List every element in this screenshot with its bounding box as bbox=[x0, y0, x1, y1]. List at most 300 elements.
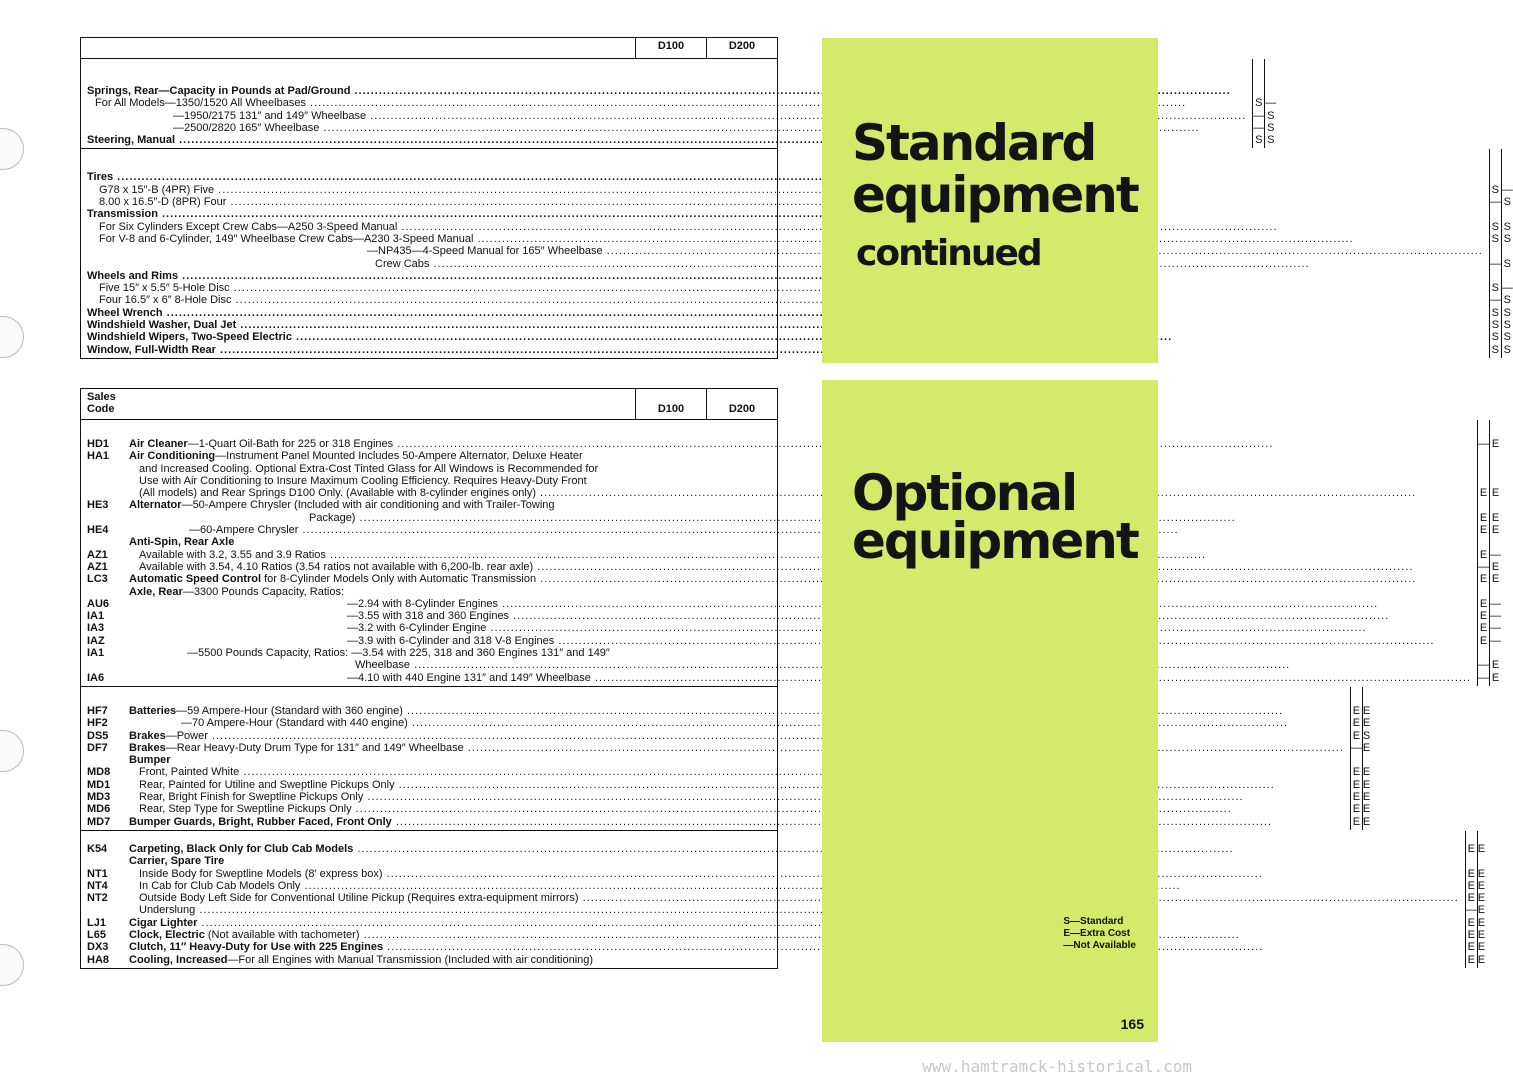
table-row bbox=[87, 258, 1483, 270]
d100-value bbox=[1478, 450, 1489, 462]
d200-value: S bbox=[1503, 343, 1511, 356]
d200-value: E bbox=[1477, 916, 1486, 929]
item-description: —3.55 with 318 and 360 Engines ..... bbox=[129, 610, 1471, 622]
d200-values bbox=[1362, 687, 1370, 830]
table-row bbox=[87, 536, 1471, 548]
d200-value: E bbox=[1491, 438, 1500, 450]
d100-value bbox=[1490, 171, 1501, 183]
d100-value: E bbox=[1467, 892, 1475, 905]
d100-value: S bbox=[1491, 183, 1499, 196]
legend bbox=[1063, 916, 1136, 952]
d200-value: E bbox=[1477, 941, 1486, 954]
d200-value: E bbox=[1362, 778, 1371, 791]
d100-value: E bbox=[1467, 928, 1475, 941]
d200-value: E bbox=[1477, 928, 1486, 941]
d100-value: E bbox=[1479, 511, 1488, 524]
d100-value bbox=[1253, 85, 1264, 97]
legend-standard: S—Standard bbox=[1063, 916, 1124, 927]
item-description: Transmission ..... bbox=[87, 208, 1483, 220]
sales-code: DX3 bbox=[87, 941, 109, 954]
table-row bbox=[87, 487, 1471, 499]
sales-code bbox=[87, 536, 129, 548]
table-row bbox=[87, 171, 1483, 183]
d200-value: S bbox=[1503, 306, 1511, 319]
table-header bbox=[81, 389, 777, 420]
d100-value bbox=[1478, 586, 1489, 598]
d200-value: S bbox=[1503, 257, 1511, 270]
table-row bbox=[87, 270, 1483, 282]
d100-value bbox=[1478, 475, 1489, 487]
d200-value: S bbox=[1267, 109, 1275, 122]
d100-value: — bbox=[1465, 904, 1477, 917]
d200-value bbox=[1502, 208, 1513, 220]
d100-value: — bbox=[1478, 560, 1490, 573]
d200-value: E bbox=[1362, 717, 1371, 730]
item-description: —NP435—4-Speed Manual for 165″ Wheelbase ..... bbox=[87, 245, 1483, 257]
d100-values bbox=[1489, 149, 1501, 357]
d100-value: — bbox=[1350, 741, 1362, 754]
d100-value: E bbox=[1352, 704, 1361, 717]
legend-extra-cost: E—Extra Cost bbox=[1063, 928, 1131, 939]
sales-code bbox=[87, 754, 129, 766]
item-description: Rear, Painted for Utiline and Sweptline Pickups Only ..... bbox=[129, 779, 1344, 791]
sales-code: HE3 bbox=[87, 499, 109, 512]
sales-code: IA6 bbox=[87, 671, 105, 684]
table-row bbox=[87, 196, 1483, 208]
table-row bbox=[87, 917, 1459, 929]
table-row bbox=[87, 855, 1459, 867]
d100-values bbox=[1465, 831, 1477, 968]
d200-value: — bbox=[1490, 548, 1502, 561]
d100-value: E bbox=[1467, 916, 1475, 929]
d100-value: E bbox=[1479, 597, 1488, 610]
item-description: Air Cleaner—1-Quart Oil-Bath for 225 or 318 Engines ..... bbox=[129, 438, 1471, 450]
section-descriptions bbox=[81, 420, 1477, 686]
item-description: Axle, Rear—3300 Pounds Capacity, Ratios: bbox=[129, 585, 345, 598]
d200-value bbox=[1490, 475, 1501, 487]
item-description: Air Conditioning—Instrument Panel Mounted Includes 50-Ampere Alternator, Deluxe Heater bbox=[129, 450, 583, 463]
table-row bbox=[87, 245, 1483, 257]
sales-code: L65 bbox=[87, 928, 106, 941]
item-description: Windshield Wipers, Two-Speed Electric ..... bbox=[87, 331, 1483, 343]
table-row bbox=[87, 307, 1483, 319]
sales-code: LC3 bbox=[87, 573, 108, 586]
item-description: Clock, Electric (Not available with tachometer) ..... bbox=[129, 929, 1459, 941]
table-row bbox=[87, 672, 1471, 684]
d100-value: E bbox=[1352, 729, 1361, 742]
item-description: —60-Ampere Chrysler ..... bbox=[129, 524, 1471, 536]
d200-value bbox=[1490, 463, 1501, 475]
sales-code bbox=[87, 855, 129, 867]
sales-code: IA3 bbox=[87, 622, 105, 635]
col-d100: D100 bbox=[635, 389, 706, 419]
d200-value: E bbox=[1491, 573, 1500, 586]
table-row bbox=[87, 647, 1471, 659]
d100-value: S bbox=[1491, 319, 1499, 332]
panel-title-line1: Optional bbox=[852, 464, 1077, 522]
sales-code: NT1 bbox=[87, 867, 108, 880]
sales-code: IA1 bbox=[87, 610, 105, 623]
d200-value bbox=[1490, 536, 1501, 548]
item-description: Windshield Washer, Dual Jet ..... bbox=[87, 319, 1483, 331]
sales-code bbox=[87, 512, 129, 524]
table-row bbox=[87, 184, 1483, 196]
d100-values bbox=[1477, 420, 1489, 686]
item-description: —2.94 with 8-Cylinder Engines ..... bbox=[129, 598, 1471, 610]
table-row bbox=[87, 221, 1483, 233]
sales-code bbox=[87, 904, 129, 916]
sales-code: MD3 bbox=[87, 791, 111, 804]
d200-value: S bbox=[1362, 729, 1371, 742]
d200-value: E bbox=[1362, 803, 1371, 816]
table-row bbox=[87, 233, 1483, 245]
col-d200: D200 bbox=[706, 389, 777, 419]
sales-code bbox=[87, 463, 129, 475]
d200-value: S bbox=[1503, 331, 1511, 344]
sales-code bbox=[87, 659, 129, 671]
section-descriptions bbox=[81, 687, 1350, 830]
item-description: Crew Cabs ..... bbox=[87, 258, 1483, 270]
d200-value: S bbox=[1503, 196, 1511, 209]
item-description: —1950/2175 131″ and 149″ Wheelbase ..... bbox=[87, 110, 1246, 122]
item-description: Cooling, Increased—For all Engines with Manual Transmission (Included with air conditioning) bbox=[129, 953, 594, 966]
item-description: Batteries—59 Ampere-Hour (Standard with 360 engine) ..... bbox=[129, 705, 1344, 717]
d100-value: — bbox=[1478, 671, 1490, 684]
d100-value: — bbox=[1253, 109, 1265, 122]
item-description: Available with 3.54, 4.10 Ratios (3.54 ratios not available with 6,200-lb. rear axle) ..... bbox=[129, 561, 1471, 573]
d200-value bbox=[1490, 499, 1501, 511]
d100-value: — bbox=[1489, 257, 1501, 270]
d200-value: E bbox=[1491, 524, 1500, 537]
item-description: Carpeting, Black Only for Club Cab Models ..... bbox=[129, 843, 1459, 855]
item-description: Outside Body Left Side for Conventional Utiline Pickup (Requires extra-equipment mirrors) ..... bbox=[129, 892, 1459, 904]
table-row bbox=[87, 294, 1483, 306]
sales-code: AZ1 bbox=[87, 548, 108, 561]
d200-value: E bbox=[1362, 741, 1371, 754]
item-description: Window, Full-Width Rear ..... bbox=[87, 344, 1483, 356]
d200-value: — bbox=[1265, 97, 1277, 110]
sales-code-header: Sales Code bbox=[87, 391, 116, 415]
d200-value: E bbox=[1362, 766, 1371, 779]
header-blank bbox=[81, 38, 635, 58]
sales-code: K54 bbox=[87, 842, 108, 855]
d200-value: E bbox=[1362, 791, 1371, 804]
d200-value: E bbox=[1491, 671, 1500, 684]
sales-code: AU6 bbox=[87, 597, 110, 610]
d100-value: E bbox=[1352, 803, 1361, 816]
d200-value: — bbox=[1490, 622, 1502, 635]
item-description: —5500 Pounds Capacity, Ratios: —3.54 with 225, 318 and 360 Engines 131″ and 149″ bbox=[187, 647, 610, 660]
sales-code: MD6 bbox=[87, 803, 111, 816]
sales-code: NT2 bbox=[87, 892, 108, 905]
item-description: Automatic Speed Control for 8-Cylinder Models Only with Automatic Transmission ..... bbox=[129, 573, 1471, 585]
table-row bbox=[87, 450, 1471, 462]
sales-code: HA8 bbox=[87, 953, 110, 966]
item-description: In Cab for Club Cab Models Only ..... bbox=[129, 880, 1459, 892]
item-description: Five 15″ x 5.5″ 5-Hole Disc ..... bbox=[87, 282, 1483, 294]
sales-code: HD1 bbox=[87, 438, 110, 450]
d100-value: E bbox=[1467, 867, 1475, 880]
item-description: Available with 3.2, 3.55 and 3.9 Ratios ..... bbox=[129, 549, 1471, 561]
d200-value bbox=[1490, 586, 1501, 598]
d100-value: E bbox=[1352, 717, 1361, 730]
d100-value: — bbox=[1489, 294, 1501, 307]
d200-values bbox=[1501, 149, 1513, 357]
item-description: Wheel Wrench ..... bbox=[87, 307, 1483, 319]
d200-value: S bbox=[1503, 319, 1511, 332]
item-description: Tires ..... bbox=[87, 171, 1483, 183]
d100-value: — bbox=[1253, 121, 1265, 134]
d100-value: E bbox=[1479, 573, 1488, 586]
table-row bbox=[87, 610, 1471, 622]
col-d200: D200 bbox=[706, 38, 777, 58]
d100-value: E bbox=[1467, 941, 1475, 954]
sales-code: HE4 bbox=[87, 524, 109, 537]
d100-value: E bbox=[1479, 634, 1488, 647]
sales-code: MD1 bbox=[87, 778, 111, 791]
d100-value bbox=[1490, 208, 1501, 220]
table-row bbox=[87, 635, 1471, 647]
panel-title-line2: equipment bbox=[852, 512, 1138, 570]
table-row bbox=[87, 892, 1459, 904]
table-row bbox=[87, 843, 1459, 855]
col-d100: D100 bbox=[635, 38, 706, 58]
d100-value: S bbox=[1491, 282, 1499, 295]
table-row bbox=[87, 941, 1459, 953]
legend-not-available: —Not Available bbox=[1063, 940, 1136, 951]
d100-value: S bbox=[1491, 331, 1499, 344]
d100-value bbox=[1478, 647, 1489, 659]
item-description: Brakes—Power ..... bbox=[129, 730, 1344, 742]
table-row bbox=[87, 586, 1471, 598]
d200-value: E bbox=[1477, 879, 1486, 892]
d200-values bbox=[1264, 59, 1276, 148]
d200-value bbox=[1502, 245, 1513, 257]
d200-value: E bbox=[1491, 560, 1500, 573]
item-description: For All Models—1350/1520 All Wheelbases ..... bbox=[87, 97, 1246, 109]
sales-code: HF7 bbox=[87, 704, 108, 717]
d100-value: E bbox=[1352, 815, 1361, 828]
sales-code: IAZ bbox=[87, 634, 105, 647]
d100-value: E bbox=[1352, 791, 1361, 804]
table-row bbox=[87, 868, 1459, 880]
item-description: Rear, Bright Finish for Sweptline Pickups Only ..... bbox=[129, 791, 1344, 803]
item-description: Four 16.5″ x 6″ 8-Hole Disc ..... bbox=[87, 294, 1483, 306]
d100-value: S bbox=[1491, 232, 1499, 245]
item-description: Wheelbase ..... bbox=[129, 659, 1471, 671]
d200-value: E bbox=[1491, 659, 1500, 672]
table-row bbox=[87, 463, 1471, 475]
d200-values bbox=[1489, 420, 1501, 686]
section-descriptions bbox=[81, 831, 1465, 968]
table-row bbox=[87, 512, 1471, 524]
table-row bbox=[87, 524, 1471, 536]
item-description: Front, Painted White ..... bbox=[129, 766, 1344, 778]
d100-value: E bbox=[1479, 622, 1488, 635]
d200-value bbox=[1502, 171, 1513, 183]
d100-values bbox=[1252, 59, 1264, 148]
d200-value: E bbox=[1362, 704, 1371, 717]
item-description: —3.9 with 6-Cylinder and 318 V-8 Engines ..... bbox=[129, 635, 1471, 647]
sales-code: HF2 bbox=[87, 717, 108, 730]
d100-value: E bbox=[1352, 778, 1361, 791]
d100-value: E bbox=[1467, 953, 1475, 966]
item-description: and Increased Cooling. Optional Extra-Cost Tinted Glass for All Windows is Recommended for bbox=[139, 462, 599, 475]
d100-value: S bbox=[1255, 134, 1263, 147]
d200-value bbox=[1490, 647, 1501, 659]
item-description: For V-8 and 6-Cylinder, 149″ Wheelbase Crew Cabs—A230 3-Speed Manual ..... bbox=[87, 233, 1483, 245]
item-description: —4.10 with 440 Engine 131″ and 149″ Wheelbase ..... bbox=[129, 672, 1471, 684]
table-row bbox=[87, 622, 1471, 634]
table-row bbox=[87, 954, 1459, 966]
table-row bbox=[87, 319, 1483, 331]
item-description: Bumper bbox=[129, 754, 171, 767]
d100-value bbox=[1490, 245, 1501, 257]
table-row bbox=[87, 659, 1471, 671]
table-row bbox=[87, 929, 1459, 941]
sales-code: HA1 bbox=[87, 450, 110, 463]
item-description: —3.2 with 6-Cylinder Engine ..... bbox=[129, 622, 1471, 634]
d200-value: E bbox=[1477, 867, 1486, 880]
item-description: Use with Air Conditioning to Insure Maximum Cooling Efficiency. Requires Heavy-Duty Front bbox=[139, 474, 587, 487]
d200-value: — bbox=[1490, 634, 1502, 647]
d100-value bbox=[1351, 754, 1362, 766]
table-row bbox=[87, 282, 1483, 294]
d200-value bbox=[1265, 85, 1276, 97]
sales-code: MD8 bbox=[87, 766, 111, 779]
d200-value: — bbox=[1490, 610, 1502, 623]
sales-code bbox=[87, 475, 129, 487]
sales-code: LJ1 bbox=[87, 916, 106, 929]
table-row bbox=[87, 904, 1459, 916]
d200-value: — bbox=[1490, 597, 1502, 610]
item-description: —70 Ampere-Hour (Standard with 440 engine) ..... bbox=[129, 717, 1344, 729]
item-description: Clutch, 11″ Heavy-Duty for Use with 225 Engines ..... bbox=[129, 941, 1459, 953]
d100-value: S bbox=[1491, 306, 1499, 319]
d100-value: — bbox=[1478, 438, 1490, 450]
table-row bbox=[87, 475, 1471, 487]
item-description: Springs, Rear—Capacity in Pounds at Pad/Ground ..... bbox=[87, 85, 1246, 97]
d100-value: — bbox=[1489, 196, 1501, 209]
table-row bbox=[87, 880, 1459, 892]
d200-value: S bbox=[1503, 220, 1511, 233]
table-row bbox=[87, 208, 1483, 220]
section-descriptions bbox=[81, 149, 1489, 357]
d100-value: S bbox=[1491, 220, 1499, 233]
d100-value: — bbox=[1478, 659, 1490, 672]
page-number: 165 bbox=[1120, 1016, 1144, 1032]
item-description: Inside Body for Sweptline Models (8′ express box) ..... bbox=[129, 868, 1459, 880]
d100-value: E bbox=[1467, 879, 1475, 892]
table-row bbox=[87, 344, 1483, 356]
table-row bbox=[87, 573, 1471, 585]
d200-value: E bbox=[1477, 953, 1486, 966]
sales-code bbox=[87, 586, 129, 598]
d200-value: E bbox=[1477, 842, 1486, 855]
d200-value bbox=[1502, 270, 1513, 282]
d100-values bbox=[1350, 687, 1362, 830]
d100-value: S bbox=[1255, 97, 1263, 110]
panel-title-line1: Standard bbox=[852, 114, 1096, 172]
item-description: Package) ..... bbox=[129, 512, 1471, 524]
table-row bbox=[87, 549, 1471, 561]
d200-value: E bbox=[1491, 511, 1500, 524]
table-row bbox=[87, 598, 1471, 610]
standard-equipment-panel bbox=[822, 38, 1158, 363]
sales-code: DS5 bbox=[87, 729, 109, 742]
table-section bbox=[81, 687, 1371, 831]
sales-code: MD7 bbox=[87, 815, 111, 828]
sales-code: AZ1 bbox=[87, 560, 108, 573]
item-description: Carrier, Spare Tire bbox=[129, 855, 225, 868]
d200-value: S bbox=[1503, 294, 1511, 307]
item-description: Cigar Lighter ..... bbox=[129, 917, 1459, 929]
d200-value: — bbox=[1501, 282, 1513, 295]
d100-value bbox=[1478, 463, 1489, 475]
d200-value bbox=[1490, 450, 1501, 462]
d200-values bbox=[1477, 831, 1485, 968]
binder-hole bbox=[0, 944, 24, 986]
d200-value: E bbox=[1362, 815, 1371, 828]
table-row bbox=[87, 438, 1471, 450]
item-description: Rear, Step Type for Sweptline Pickups Only ..... bbox=[129, 803, 1344, 815]
d200-value: E bbox=[1477, 892, 1486, 905]
d100-value bbox=[1478, 499, 1489, 511]
table-row bbox=[87, 331, 1483, 343]
d100-value bbox=[1490, 270, 1501, 282]
item-description: (All models) and Rear Springs D100 Only. (Available with 8-cylinder engines only) ..... bbox=[129, 487, 1471, 499]
d200-value: S bbox=[1503, 232, 1511, 245]
item-description: Alternator—50-Ampere Chrysler (Included with air conditioning and with Trailer-Towing bbox=[129, 499, 555, 512]
sales-code bbox=[87, 487, 129, 499]
d100-value: E bbox=[1479, 524, 1488, 537]
item-description: G78 x 15″-B (4PR) Five ..... bbox=[87, 184, 1483, 196]
d100-value: E bbox=[1467, 842, 1475, 855]
d200-value: E bbox=[1491, 487, 1500, 500]
watermark: www.hamtramck-historical.com bbox=[922, 1057, 1192, 1076]
binder-hole bbox=[0, 730, 24, 772]
item-description: Underslung ..... bbox=[129, 904, 1459, 916]
item-description: 8.00 x 16.5″-D (8PR) Four ..... bbox=[87, 196, 1483, 208]
binder-hole bbox=[0, 128, 24, 170]
d200-value bbox=[1478, 855, 1485, 867]
d100-value: E bbox=[1479, 610, 1488, 623]
item-description: Brakes—Rear Heavy-Duty Drum Type for 131″ and 149″ Wheelbase ..... bbox=[129, 742, 1344, 754]
d200-value: — bbox=[1501, 183, 1513, 196]
sales-code: DF7 bbox=[87, 741, 108, 754]
d200-value bbox=[1363, 754, 1370, 766]
d100-value: S bbox=[1491, 343, 1499, 356]
item-description: Anti-Spin, Rear Axle bbox=[129, 536, 235, 549]
item-description: Bumper Guards, Bright, Rubber Faced, Front Only ..... bbox=[129, 816, 1344, 828]
item-description: For Six Cylinders Except Crew Cabs—A250 3-Speed Manual ..... bbox=[87, 221, 1483, 233]
d100-value bbox=[1478, 536, 1489, 548]
table-row bbox=[87, 499, 1471, 511]
d100-value: E bbox=[1352, 766, 1361, 779]
d100-value: E bbox=[1479, 548, 1488, 561]
item-description: Steering, Manual ..... bbox=[87, 134, 1246, 146]
d100-value: E bbox=[1479, 487, 1488, 500]
sales-code: IA1 bbox=[87, 647, 105, 660]
binder-hole bbox=[0, 316, 24, 358]
table-header bbox=[81, 38, 777, 59]
optional-equipment-panel bbox=[822, 380, 1158, 1042]
panel-title-line2: equipment bbox=[852, 166, 1138, 224]
item-description: Wheels and Rims ..... bbox=[87, 270, 1483, 282]
d200-value: E bbox=[1477, 904, 1486, 917]
panel-title-line3: continued bbox=[856, 233, 1041, 274]
item-description: —2500/2820 165″ Wheelbase ..... bbox=[87, 122, 1246, 134]
